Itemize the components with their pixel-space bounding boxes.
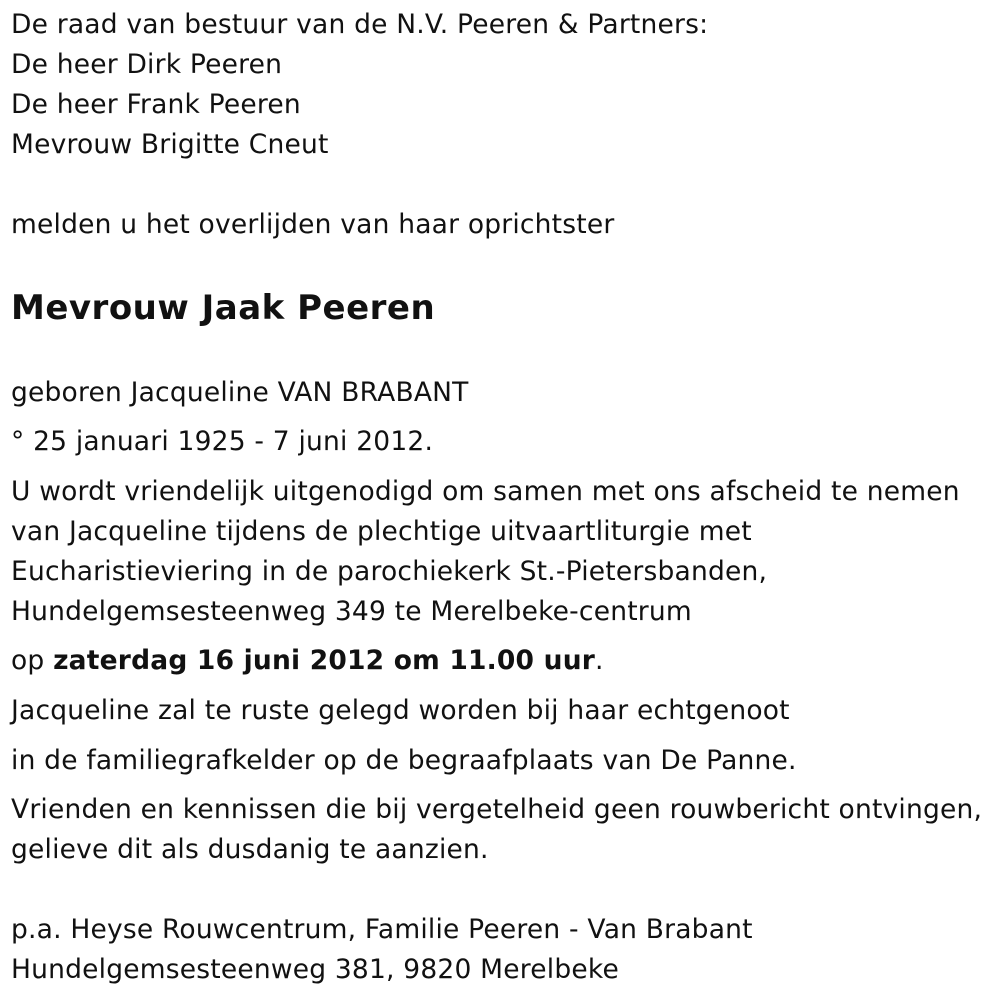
invitation-line: U wordt vriendelijk uitgenodigd om samen met ons afscheid te nemen: [11, 476, 960, 507]
deceased-name: Mevrouw Jaak Peeren: [11, 288, 436, 328]
burial-line: Jacqueline zal te ruste gelegd worden bij haar echtgenoot: [11, 695, 790, 726]
ceremony-date-prefix: op: [11, 645, 54, 676]
burial-line: in de familiegrafkelder op de begraafplaats van De Panne.: [11, 745, 797, 776]
board-member: Mevrouw Brigitte Cneut: [11, 129, 329, 160]
invitation-line: Eucharistieviering in de parochiekerk St.-Pietersbanden,: [11, 556, 768, 587]
invitation-line: van Jacqueline tijdens de plechtige uitvaartliturgie met: [11, 516, 752, 547]
birth-name: geboren Jacqueline VAN BRABANT: [11, 377, 469, 408]
notice-line: gelieve dit als dusdanig te aanzien.: [11, 834, 489, 865]
board-member: De heer Dirk Peeren: [11, 49, 283, 80]
notice-line: Vrienden en kennissen die bij vergetelheid geen rouwbericht ontvingen,: [11, 794, 983, 825]
invitation-line: Hundelgemsesteenweg 349 te Merelbeke-centrum: [11, 596, 692, 627]
contact-address: Hundelgemsesteenweg 381, 9820 Merelbeke: [11, 954, 619, 985]
life-dates: ° 25 januari 1925 - 7 juni 2012.: [11, 426, 434, 457]
announcement-text: melden u het overlijden van haar oprichtster: [11, 209, 615, 240]
board-intro: De raad van bestuur van de N.V. Peeren & Partners:: [11, 9, 709, 40]
ceremony-date-suffix: .: [595, 645, 604, 676]
board-member: De heer Frank Peeren: [11, 89, 301, 120]
ceremony-date: [11, 641, 604, 681]
contact-line: p.a. Heyse Rouwcentrum, Familie Peeren - Van Brabant: [11, 914, 753, 945]
ceremony-date-bold: zaterdag 16 juni 2012 om 11.00 uur: [53, 645, 596, 676]
